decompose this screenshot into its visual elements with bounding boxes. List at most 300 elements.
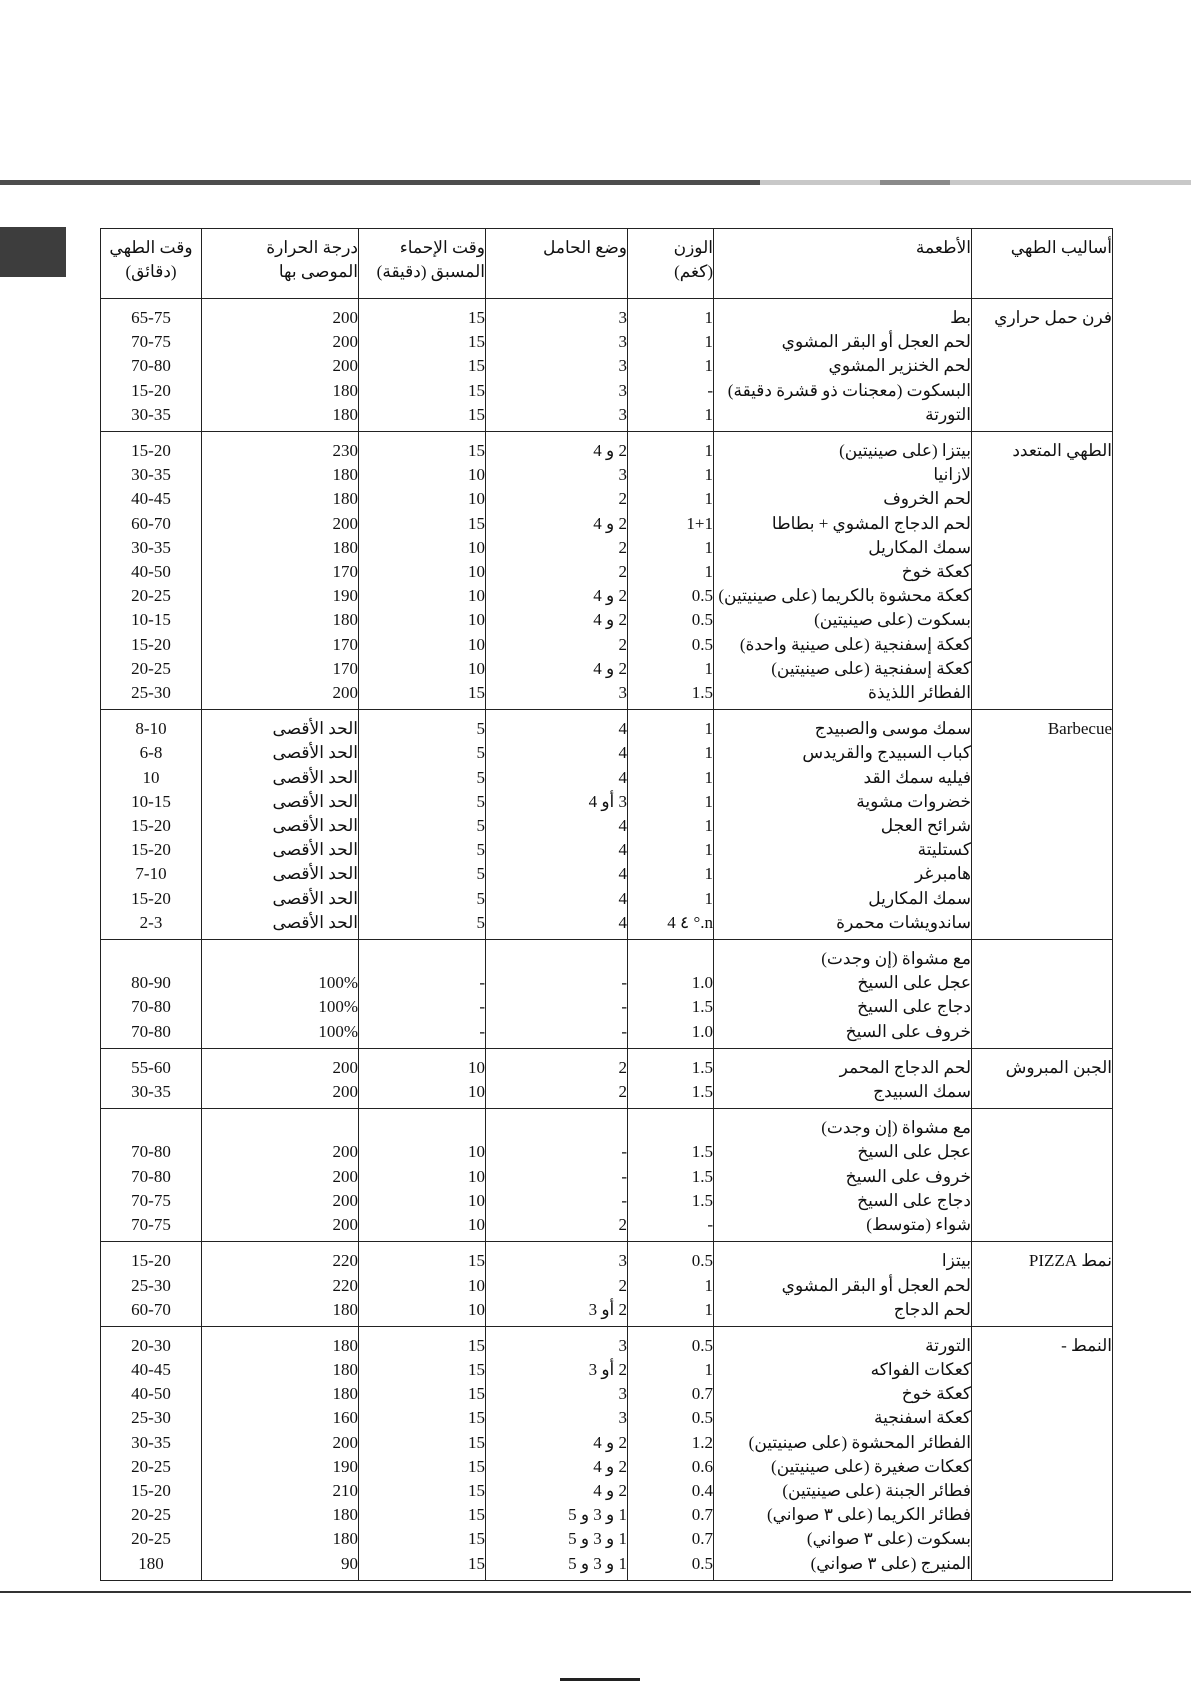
time-value: 20-30 bbox=[131, 1335, 171, 1355]
rack-value: - bbox=[621, 973, 627, 993]
table-group-row bbox=[101, 1048, 1113, 1108]
preheat-cell bbox=[359, 1242, 486, 1327]
weight-value: 1 bbox=[704, 816, 713, 835]
preheat-cell bbox=[359, 940, 486, 1049]
weight-value: 1 bbox=[704, 791, 713, 811]
preheat-value: 10 bbox=[468, 1082, 485, 1102]
rack-value: 2 bbox=[618, 561, 627, 581]
time-value: 20-25 bbox=[131, 658, 171, 678]
food-value: كعكة خوخ bbox=[901, 1384, 971, 1404]
rack-value: 2 و 4 bbox=[593, 441, 627, 461]
time-value: 180 bbox=[138, 1553, 164, 1573]
preheat-cell bbox=[359, 1109, 486, 1242]
temp-cell bbox=[202, 432, 359, 710]
time-value: 70-80 bbox=[131, 1021, 171, 1041]
food-value: كستليتة bbox=[917, 840, 971, 860]
temp-value: 200 bbox=[332, 1142, 358, 1162]
temp-cell bbox=[202, 1242, 359, 1327]
rack-value: 2 bbox=[618, 537, 627, 557]
rack-cell bbox=[486, 940, 628, 1049]
temp-value: 180 bbox=[332, 1529, 358, 1549]
temp-cell bbox=[202, 299, 359, 432]
temp-value: 180 bbox=[332, 1360, 358, 1380]
rack-value: - bbox=[621, 997, 627, 1017]
food-value: التورتة bbox=[925, 404, 971, 424]
temp-value: 180 bbox=[332, 1335, 358, 1355]
food-value: كعكة محشوة بالكريما (على صينيتين) bbox=[718, 586, 971, 606]
food-value: لحم الخروف bbox=[883, 489, 971, 509]
preheat-value: 15 bbox=[468, 1360, 485, 1380]
weight-cell bbox=[628, 1109, 714, 1242]
food-value: كعكات صغيرة (على صينيتين) bbox=[771, 1456, 971, 1476]
rack-value: 2 bbox=[618, 634, 627, 654]
preheat-value: 10 bbox=[468, 489, 485, 509]
food-value: البسكوت (معجنات ذو قشرة دقيقة) bbox=[727, 380, 971, 400]
weight-cell bbox=[628, 1242, 714, 1327]
rack-value: - bbox=[621, 1166, 627, 1186]
rack-cell bbox=[486, 1109, 628, 1242]
temp-value: 170 bbox=[332, 634, 358, 654]
preheat-value: 15 bbox=[468, 1408, 485, 1428]
rack-value: 3 bbox=[618, 1335, 627, 1355]
rack-value: 3 bbox=[618, 1251, 627, 1271]
time-value: 60-70 bbox=[131, 1299, 171, 1319]
time-value: 15-20 bbox=[131, 1251, 171, 1271]
weight-value: 1 bbox=[704, 308, 713, 327]
rack-value: 2 و 4 bbox=[593, 610, 627, 630]
method-cell bbox=[972, 299, 1113, 432]
temp-value: 200 bbox=[332, 332, 358, 352]
rack-value: 4 bbox=[618, 864, 627, 884]
food-cell bbox=[714, 432, 972, 710]
food-value: لحم العجل أو البقر المشوي bbox=[781, 332, 971, 352]
food-value: خروف على السيخ bbox=[845, 1021, 971, 1041]
preheat-value: - bbox=[479, 1021, 485, 1041]
header-rule-light-end bbox=[950, 180, 1191, 185]
temp-value: 180 bbox=[332, 1505, 358, 1525]
preheat-value bbox=[359, 947, 485, 971]
preheat-value: 15 bbox=[468, 1251, 485, 1271]
food-value: سمك السبيدج bbox=[873, 1082, 971, 1102]
preheat-value: 15 bbox=[468, 441, 485, 461]
temp-value: 180 bbox=[332, 1384, 358, 1404]
section-tab-marker bbox=[0, 227, 66, 277]
rack-value: - bbox=[621, 1021, 627, 1041]
weight-value: 1.5 bbox=[691, 1190, 713, 1210]
preheat-value: 15 bbox=[468, 332, 485, 352]
table-group-row bbox=[101, 940, 1113, 1049]
rack-value: 4 bbox=[618, 840, 627, 860]
weight-value: 1.5 bbox=[691, 997, 713, 1017]
time-value: 80-90 bbox=[131, 973, 171, 993]
food-value: عجل على السيخ bbox=[857, 1142, 971, 1162]
time-value: 40-45 bbox=[131, 489, 171, 509]
temp-value: 190 bbox=[332, 586, 358, 606]
method-cell bbox=[972, 710, 1113, 940]
rack-value: 4 bbox=[618, 743, 627, 763]
weight-value: 0.5 bbox=[691, 586, 713, 606]
rack-value: 2 و 4 bbox=[593, 658, 627, 678]
weight-value: 1 bbox=[704, 537, 713, 557]
header-preheat: وقت الإحماء المسبق (دقيقة) bbox=[359, 229, 486, 299]
weight-value: 0.7 bbox=[691, 1505, 713, 1525]
preheat-value: 10 bbox=[468, 1190, 485, 1210]
weight-value: 1 bbox=[704, 767, 713, 787]
rack-value: 3 bbox=[618, 1384, 627, 1404]
preheat-value: 15 bbox=[468, 380, 485, 400]
time-value: 70-75 bbox=[131, 1190, 171, 1210]
time-value: 30-35 bbox=[131, 537, 171, 557]
time-value: 30-35 bbox=[131, 465, 171, 485]
rack-value bbox=[486, 1116, 627, 1140]
method-cell bbox=[972, 1109, 1113, 1242]
rack-value: 2 و 4 bbox=[593, 586, 627, 606]
temp-value: 200 bbox=[332, 1166, 358, 1186]
time-value: 20-25 bbox=[131, 1505, 171, 1525]
weight-value: 1 bbox=[704, 888, 713, 908]
time-cell bbox=[101, 432, 202, 710]
rack-value: 3 bbox=[618, 356, 627, 376]
preheat-value: 5 bbox=[476, 816, 485, 835]
rack-value: 2 bbox=[618, 1082, 627, 1102]
preheat-cell bbox=[359, 432, 486, 710]
temp-value: 170 bbox=[332, 658, 358, 678]
rack-value: 1 و 3 و 5 bbox=[568, 1553, 627, 1573]
preheat-value: 15 bbox=[468, 308, 485, 327]
food-value: التورتة bbox=[925, 1335, 971, 1355]
food-value: سمك موسى والصبيدج bbox=[814, 719, 971, 739]
food-value: فطائر الجبنة (على صينيتين) bbox=[782, 1481, 971, 1501]
time-value: 7-10 bbox=[135, 864, 167, 884]
weight-value: 1 bbox=[704, 743, 713, 763]
method-label: فرن حمل حراري bbox=[994, 308, 1112, 327]
temp-cell bbox=[202, 1326, 359, 1580]
preheat-value: 10 bbox=[468, 561, 485, 581]
preheat-value: 10 bbox=[468, 586, 485, 606]
time-value: 15-20 bbox=[131, 634, 171, 654]
temp-value: الحد الأقصى bbox=[272, 743, 358, 763]
temp-value: 190 bbox=[332, 1456, 358, 1476]
preheat-value: 15 bbox=[468, 1505, 485, 1525]
temp-value: 100% bbox=[318, 1021, 358, 1041]
header-rule-dark bbox=[0, 180, 760, 185]
time-value: 15-20 bbox=[131, 888, 171, 908]
time-cell bbox=[101, 1242, 202, 1327]
preheat-value: 15 bbox=[468, 1456, 485, 1476]
temp-value: 90 bbox=[341, 1553, 358, 1573]
weight-value: 0.5 bbox=[691, 634, 713, 654]
weight-value: 0.7 bbox=[691, 1384, 713, 1404]
method-label: الجبن المبروش bbox=[1005, 1057, 1112, 1077]
rack-value: 4 bbox=[618, 912, 627, 932]
header-rule-light bbox=[760, 180, 880, 185]
rack-value: 2 bbox=[618, 489, 627, 509]
temp-value: 200 bbox=[332, 1057, 358, 1077]
rack-value: 3 bbox=[618, 465, 627, 485]
time-cell bbox=[101, 940, 202, 1049]
method-label bbox=[972, 1116, 1112, 1140]
food-cell bbox=[714, 1048, 972, 1108]
rack-cell bbox=[486, 1242, 628, 1327]
header-time: وقت الطهي (دقائق) bbox=[101, 229, 202, 299]
preheat-value: 15 bbox=[468, 1335, 485, 1355]
preheat-cell bbox=[359, 710, 486, 940]
temp-value: الحد الأقصى bbox=[272, 912, 358, 932]
temp-value: الحد الأقصى bbox=[272, 719, 358, 739]
time-cell bbox=[101, 299, 202, 432]
weight-value: 1 bbox=[704, 840, 713, 860]
weight-value: 1.5 bbox=[691, 682, 713, 702]
cooking-table bbox=[100, 228, 1113, 1581]
preheat-value: 10 bbox=[468, 465, 485, 485]
rack-value: 3 bbox=[618, 308, 627, 327]
method-cell bbox=[972, 940, 1113, 1049]
weight-value: 1.5 bbox=[691, 1082, 713, 1102]
rack-value bbox=[486, 947, 627, 971]
rack-value: 3 bbox=[618, 682, 627, 702]
rack-cell bbox=[486, 299, 628, 432]
preheat-value: 5 bbox=[476, 864, 485, 884]
time-value: 15-20 bbox=[131, 816, 171, 835]
temp-value: 100% bbox=[318, 997, 358, 1017]
rack-value: 4 bbox=[618, 719, 627, 739]
rack-cell bbox=[486, 710, 628, 940]
rack-value: 4 bbox=[618, 888, 627, 908]
preheat-value: 5 bbox=[476, 743, 485, 763]
preheat-value bbox=[359, 1116, 485, 1140]
food-value: سمك المكاريل bbox=[868, 537, 971, 557]
time-value: 40-50 bbox=[131, 1384, 171, 1404]
time-value: 70-80 bbox=[131, 356, 171, 376]
food-value: بسكوت (على ٣ صواني) bbox=[806, 1529, 971, 1549]
temp-value: 180 bbox=[332, 489, 358, 509]
preheat-value: 10 bbox=[468, 610, 485, 630]
food-value: كعكات الفواكه bbox=[870, 1360, 971, 1380]
weight-cell bbox=[628, 710, 714, 940]
temp-value: 220 bbox=[332, 1251, 358, 1271]
food-value: عجل على السيخ bbox=[857, 973, 971, 993]
time-value: 70-80 bbox=[131, 1166, 171, 1186]
weight-value: - bbox=[707, 380, 713, 400]
header-method: أساليب الطهي bbox=[972, 229, 1113, 299]
weight-cell bbox=[628, 1326, 714, 1580]
food-value: لحم الدجاج المحمر bbox=[839, 1057, 971, 1077]
rack-value: 3 bbox=[618, 380, 627, 400]
preheat-value: 5 bbox=[476, 888, 485, 908]
time-value: 10-15 bbox=[131, 791, 171, 811]
food-value: سمك المكاريل bbox=[868, 888, 971, 908]
time-value: 15-20 bbox=[131, 1481, 171, 1501]
rack-value: 3 bbox=[618, 1408, 627, 1428]
temp-value: 200 bbox=[332, 1215, 358, 1235]
rack-value: 2 و 4 bbox=[593, 1481, 627, 1501]
temp-cell bbox=[202, 710, 359, 940]
weight-value: 1.5 bbox=[691, 1057, 713, 1077]
time-value: 20-25 bbox=[131, 586, 171, 606]
food-value: بسكوت (على صينيتين) bbox=[814, 610, 971, 630]
weight-value: 1 bbox=[704, 441, 713, 461]
weight-value: 0.5 bbox=[691, 1335, 713, 1355]
weight-value bbox=[628, 1116, 713, 1140]
rack-value: 2 و 4 bbox=[593, 513, 627, 533]
time-value: 15-20 bbox=[131, 441, 171, 461]
food-value: فيليه سمك القد bbox=[863, 767, 971, 787]
table-group-row bbox=[101, 1326, 1113, 1580]
table-group-row bbox=[101, 299, 1113, 432]
table-group-row bbox=[101, 1109, 1113, 1242]
preheat-value: 15 bbox=[468, 1553, 485, 1573]
food-value: كعكة اسفنجية bbox=[874, 1408, 971, 1428]
temp-value: 200 bbox=[332, 513, 358, 533]
time-value: 20-25 bbox=[131, 1456, 171, 1476]
method-cell bbox=[972, 1326, 1113, 1580]
time-value: 10-15 bbox=[131, 610, 171, 630]
temp-value: 210 bbox=[332, 1481, 358, 1501]
food-value: هامبرغر bbox=[914, 864, 971, 884]
food-value: كعكة خوخ bbox=[901, 561, 971, 581]
food-cell bbox=[714, 1242, 972, 1327]
weight-value: 1 bbox=[704, 1299, 713, 1319]
rack-value: - bbox=[621, 1190, 627, 1210]
weight-cell bbox=[628, 432, 714, 710]
preheat-value: 5 bbox=[476, 767, 485, 787]
table-body bbox=[101, 299, 1113, 1581]
rack-value: 2 و 4 bbox=[593, 1456, 627, 1476]
table-group-row bbox=[101, 710, 1113, 940]
method-label: نمط PIZZA bbox=[1028, 1251, 1112, 1271]
temp-value: 180 bbox=[332, 537, 358, 557]
time-cell bbox=[101, 710, 202, 940]
weight-value: 1+1 bbox=[686, 513, 713, 533]
weight-value: - bbox=[707, 1215, 713, 1235]
preheat-value: 10 bbox=[468, 1215, 485, 1235]
food-cell bbox=[714, 299, 972, 432]
temp-value: 200 bbox=[332, 1190, 358, 1210]
header-food: الأطعمة bbox=[714, 229, 972, 299]
temp-value: 200 bbox=[332, 1432, 358, 1452]
preheat-value: 10 bbox=[468, 1142, 485, 1162]
weight-value: 1 bbox=[704, 465, 713, 485]
weight-value: 1.5 bbox=[691, 1166, 713, 1186]
temp-value: 170 bbox=[332, 561, 358, 581]
time-value: 6-8 bbox=[139, 743, 163, 763]
food-value: ساندويشات محمرة bbox=[836, 912, 971, 932]
rack-value: 3 bbox=[618, 332, 627, 352]
header-rule-mid bbox=[880, 180, 950, 185]
header-rack: وضع الحامل bbox=[486, 229, 628, 299]
time-value bbox=[101, 1116, 201, 1140]
temp-value: 180 bbox=[332, 380, 358, 400]
weight-value: 1 bbox=[704, 404, 713, 424]
preheat-value: - bbox=[479, 997, 485, 1017]
temp-value: الحد الأقصى bbox=[272, 791, 358, 811]
preheat-value: 10 bbox=[468, 537, 485, 557]
temp-value: الحد الأقصى bbox=[272, 767, 358, 787]
food-value: شواء (متوسط) bbox=[866, 1215, 971, 1235]
time-cell bbox=[101, 1109, 202, 1242]
temp-value bbox=[202, 947, 358, 971]
rack-value: 2 أو 3 bbox=[588, 1299, 627, 1319]
temp-value: 200 bbox=[332, 1082, 358, 1102]
time-value: 70-80 bbox=[131, 1142, 171, 1162]
preheat-value: 15 bbox=[468, 682, 485, 702]
food-value: دجاج على السيخ bbox=[857, 1190, 971, 1210]
temp-value bbox=[202, 1116, 358, 1140]
food-value: لازانيا bbox=[933, 465, 971, 485]
table-header-row bbox=[101, 229, 1113, 299]
time-value: 65-75 bbox=[131, 308, 171, 327]
time-value bbox=[101, 947, 201, 971]
preheat-value: 5 bbox=[476, 840, 485, 860]
food-cell bbox=[714, 710, 972, 940]
method-cell bbox=[972, 432, 1113, 710]
time-cell bbox=[101, 1326, 202, 1580]
weight-value: 0.4 bbox=[691, 1481, 713, 1501]
method-cell bbox=[972, 1048, 1113, 1108]
method-label bbox=[972, 947, 1112, 971]
rack-value: 3 أو 4 bbox=[588, 791, 627, 811]
weight-cell bbox=[628, 940, 714, 1049]
temp-value: 100% bbox=[318, 973, 358, 993]
rack-value: 2 و 4 bbox=[593, 1432, 627, 1452]
preheat-value: 5 bbox=[476, 912, 485, 932]
time-value: 25-30 bbox=[131, 1408, 171, 1428]
temp-value: الحد الأقصى bbox=[272, 816, 358, 835]
preheat-value: 5 bbox=[476, 719, 485, 739]
food-value: الفطائر اللذيذة bbox=[867, 682, 971, 702]
food-value: لحم الخنزير المشوي bbox=[828, 356, 971, 376]
weight-value: 4 ٤ °.n bbox=[667, 912, 713, 932]
weight-value: 0.5 bbox=[691, 1251, 713, 1271]
weight-value: 1 bbox=[704, 864, 713, 884]
food-value: بيتزا (على صينيتين) bbox=[839, 441, 971, 461]
time-value: 8-10 bbox=[135, 719, 167, 739]
time-value: 60-70 bbox=[131, 513, 171, 533]
time-value: 40-50 bbox=[131, 561, 171, 581]
temp-value: 200 bbox=[332, 682, 358, 702]
preheat-cell bbox=[359, 299, 486, 432]
page-number-mark bbox=[560, 1678, 640, 1681]
time-value: 20-25 bbox=[131, 1529, 171, 1549]
temp-value: 230 bbox=[332, 441, 358, 461]
weight-value: 1 bbox=[704, 489, 713, 509]
food-value: كباب السبيدج والقريدس bbox=[802, 743, 971, 763]
preheat-value: 15 bbox=[468, 1481, 485, 1501]
preheat-value: 10 bbox=[468, 1166, 485, 1186]
temp-value: 180 bbox=[332, 404, 358, 424]
preheat-value: 15 bbox=[468, 1432, 485, 1452]
method-cell bbox=[972, 1242, 1113, 1327]
food-value: مع مشواة (إن وجدت) bbox=[821, 949, 971, 969]
food-value: خضروات مشوية bbox=[856, 791, 971, 811]
weight-value: 0.5 bbox=[691, 1408, 713, 1428]
preheat-value: 10 bbox=[468, 1299, 485, 1319]
time-value: 30-35 bbox=[131, 1082, 171, 1102]
weight-value: 1 bbox=[704, 719, 713, 739]
food-value: دجاج على السيخ bbox=[857, 997, 971, 1017]
food-value: لحم الدجاج المشوي + بطاطا bbox=[771, 513, 971, 533]
time-value: 70-75 bbox=[131, 1215, 171, 1235]
food-value: المنيرج (على ٣ صواني) bbox=[810, 1553, 971, 1573]
rack-value: 4 bbox=[618, 816, 627, 835]
rack-cell bbox=[486, 432, 628, 710]
food-value: لحم العجل أو البقر المشوي bbox=[781, 1275, 971, 1295]
preheat-value: 10 bbox=[468, 634, 485, 654]
table-group-row bbox=[101, 1242, 1113, 1327]
time-value: 30-35 bbox=[131, 1432, 171, 1452]
weight-cell bbox=[628, 299, 714, 432]
time-value: 70-75 bbox=[131, 332, 171, 352]
